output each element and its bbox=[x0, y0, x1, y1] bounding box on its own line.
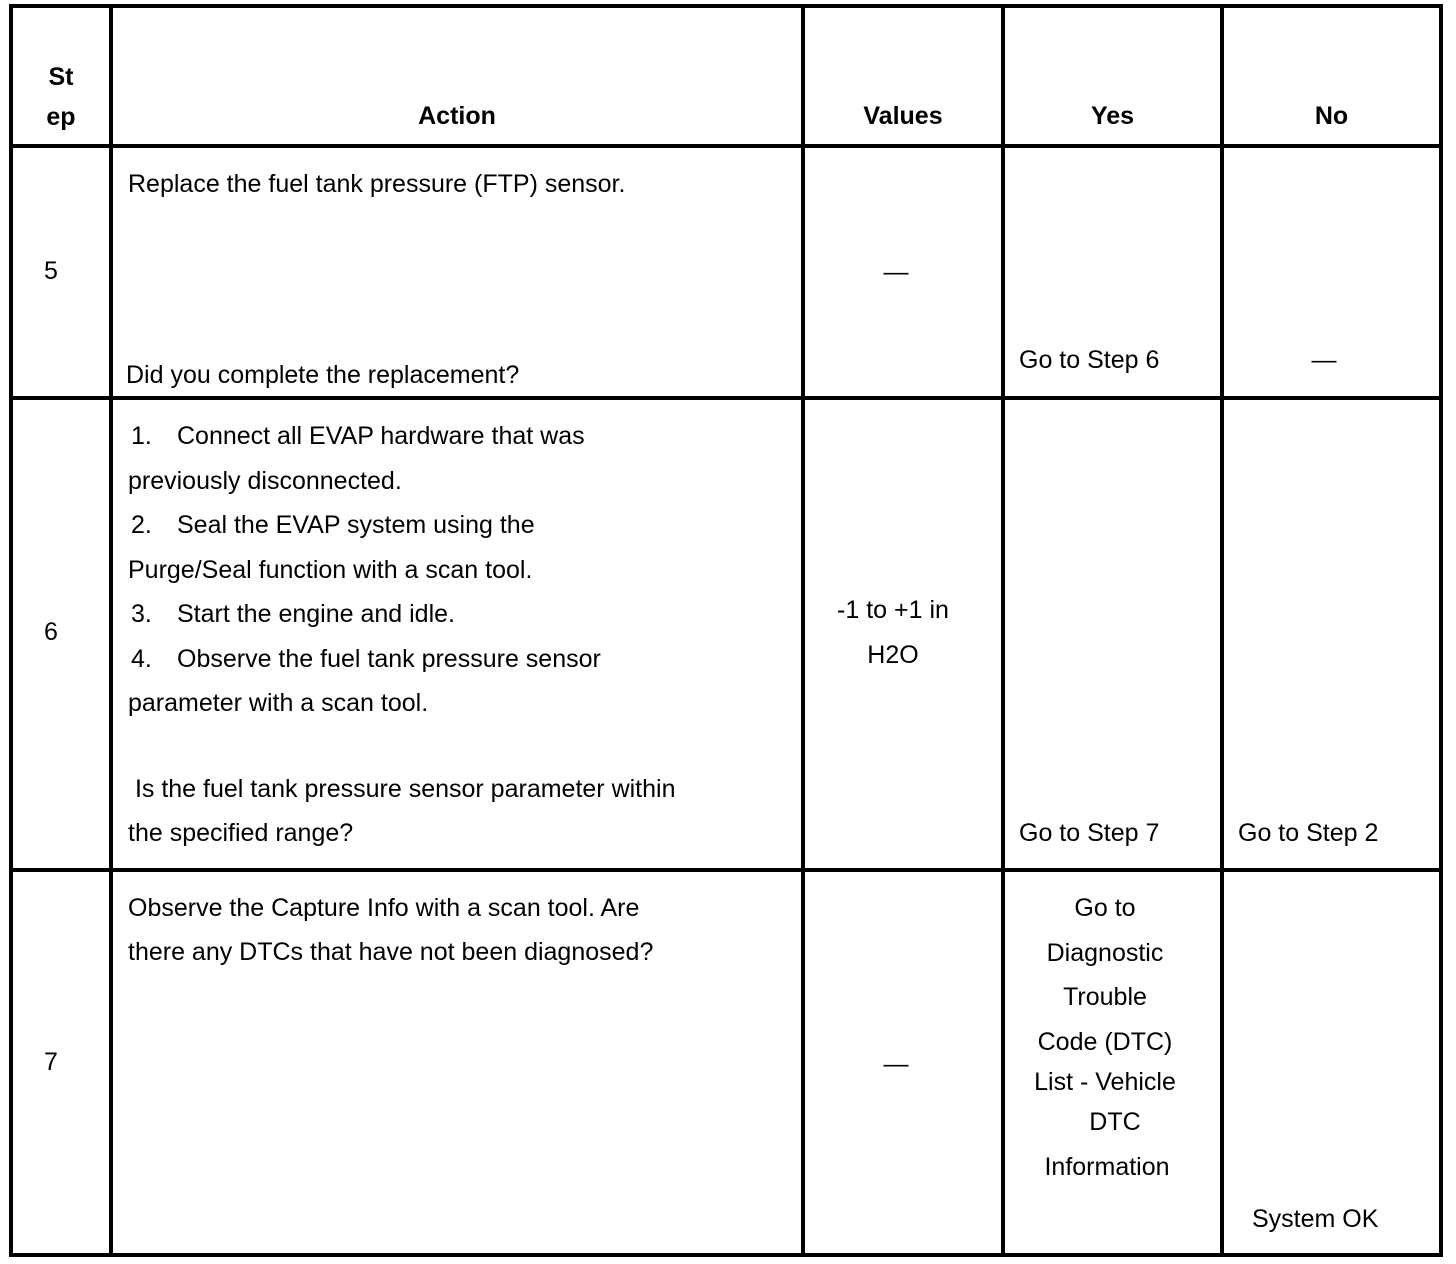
row6-action-question-line1: Is the fuel tank pressure sensor parameter within bbox=[128, 775, 676, 803]
item-text: Seal the EVAP system using the bbox=[177, 511, 535, 539]
row7-yes-line: Diagnostic bbox=[1046, 938, 1164, 967]
item-number: 3. bbox=[131, 600, 152, 628]
row5-step: 5 bbox=[44, 257, 58, 285]
table-border-bottom bbox=[9, 1253, 1443, 1257]
table-border-top bbox=[9, 4, 1443, 8]
row6-action-question-line2: the specified range? bbox=[128, 819, 354, 847]
row7-yes-line: Code (DTC) bbox=[1037, 1027, 1173, 1056]
row6-step-item-2-cont: Purge/Seal function with a scan tool. bbox=[128, 555, 533, 584]
header-step-line1: St bbox=[48, 63, 74, 91]
row6-step-item-2 bbox=[131, 503, 601, 548]
row6-step-item-4 bbox=[131, 637, 601, 682]
row6-step-item-1-cont: previously disconnected. bbox=[128, 466, 402, 495]
row7-yes-line: Trouble bbox=[1063, 983, 1147, 1011]
row6-step-item-3 bbox=[131, 592, 601, 637]
row6-step-item-1 bbox=[131, 414, 601, 459]
header-yes: Yes bbox=[1090, 102, 1135, 130]
row7-action-line1: Observe the Capture Info with a scan tool. Are bbox=[128, 894, 640, 922]
row6-step: 6 bbox=[44, 618, 58, 646]
row7-no: System OK bbox=[1252, 1205, 1379, 1233]
row6-action-steps bbox=[128, 414, 601, 726]
diagnostic-table bbox=[9, 4, 1443, 1257]
row7-action-line2: there any DTCs that have not been diagnosed? bbox=[128, 938, 654, 966]
header-step-line2: ep bbox=[46, 103, 76, 131]
row5-yes: Go to Step 6 bbox=[1019, 346, 1160, 374]
row7-yes-line: Go to bbox=[1074, 894, 1136, 922]
col-divider-yes-no bbox=[1220, 4, 1224, 1257]
row7-yes-line: DTC bbox=[1089, 1108, 1141, 1136]
item-number: 1. bbox=[131, 422, 152, 450]
item-number: 2. bbox=[131, 511, 152, 539]
row6-value-line1: -1 to +1 in bbox=[837, 596, 949, 624]
table-border-right bbox=[1439, 4, 1443, 1257]
item-text: Start the engine and idle. bbox=[177, 600, 455, 628]
row7-value: — bbox=[883, 1050, 909, 1078]
row7-yes-line: Information bbox=[1044, 1152, 1170, 1181]
row7-yes bbox=[1005, 886, 1205, 1189]
header-action: Action bbox=[418, 102, 496, 130]
row6-no: Go to Step 2 bbox=[1238, 819, 1379, 847]
item-text: Connect all EVAP hardware that was bbox=[177, 422, 585, 450]
col-divider-step-action bbox=[109, 4, 113, 1257]
row5-no: — bbox=[1311, 346, 1337, 374]
row5-action-instruction: Replace the fuel tank pressure (FTP) sensor. bbox=[128, 170, 626, 198]
row6-yes: Go to Step 7 bbox=[1019, 819, 1160, 847]
header-divider bbox=[9, 144, 1443, 148]
item-number: 4. bbox=[131, 644, 152, 673]
row6-step-item-4-cont: parameter with a scan tool. bbox=[128, 689, 429, 717]
header-step bbox=[13, 57, 109, 137]
header-no: No bbox=[1314, 102, 1349, 130]
item-text: Observe the fuel tank pressure sensor bbox=[177, 644, 601, 673]
header-values: Values bbox=[863, 102, 943, 130]
row7-yes-line: List - Vehicle bbox=[1034, 1068, 1176, 1096]
row7-step: 7 bbox=[44, 1048, 58, 1076]
row-divider-6-7 bbox=[9, 868, 1443, 872]
row5-action-question: Did you complete the replacement? bbox=[126, 361, 520, 389]
row5-value: — bbox=[883, 258, 909, 286]
row6-value-line2: H2O bbox=[867, 641, 919, 669]
